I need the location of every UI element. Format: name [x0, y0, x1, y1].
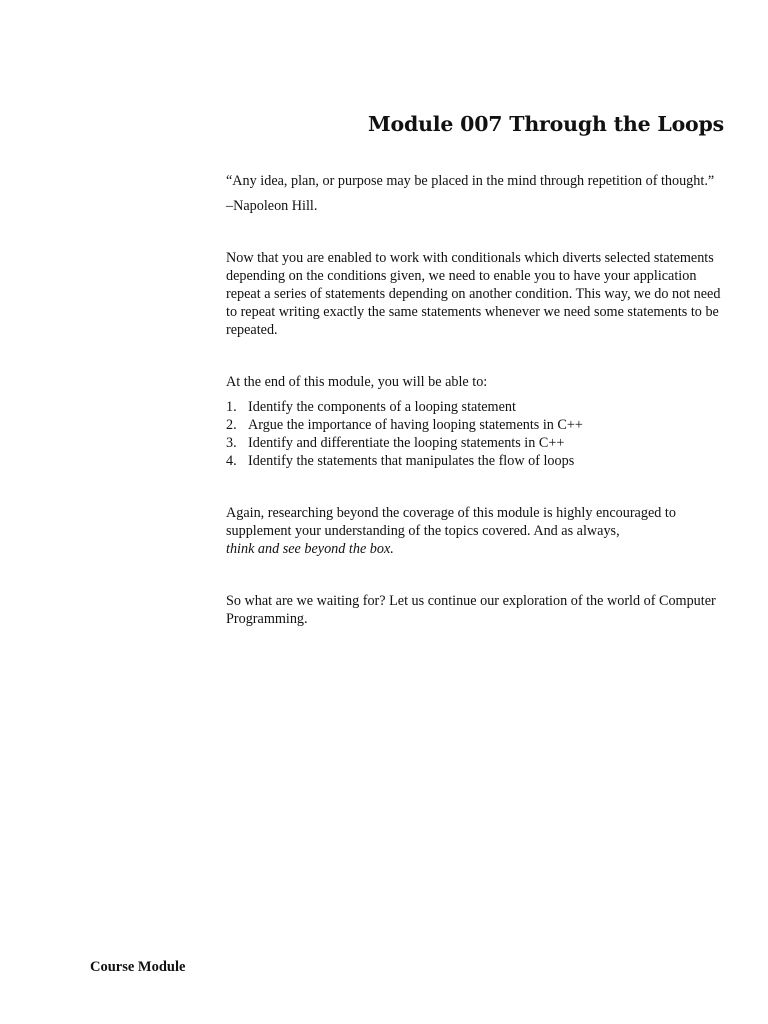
- module-body: [226, 172, 726, 628]
- objective-text: Identify the statements that manipulates the flow of loops: [248, 453, 575, 469]
- objective-item: [226, 398, 726, 416]
- objective-number: 2.: [226, 417, 237, 433]
- objective-item: [226, 434, 726, 452]
- objectives-intro: At the end of this module, you will be able to:: [226, 374, 488, 390]
- objective-item: [226, 416, 726, 434]
- objective-item: [226, 452, 726, 470]
- objectives-list: [226, 398, 726, 470]
- encourage-emphasis: think and see beyond the box.: [226, 541, 394, 557]
- objective-number: 4.: [226, 453, 237, 469]
- intro-paragraph: Now that you are enabled to work with conditionals which diverts selected statements depending on the conditions given, we need to enable you to have your application repeat a series of statements depending on another condition. This way, we do not need to repeat writing exactly the same statements whenever we need some statements to be repeated.: [226, 250, 721, 338]
- encourage-text: Again, researching beyond the coverage of this module is highly encouraged to supplement your understanding of the topics covered. And as always,: [226, 505, 676, 539]
- page-title: Module 007 Through the Loops: [367, 112, 724, 136]
- objective-number: 3.: [226, 435, 237, 451]
- quote-author: –Napoleon Hill.: [226, 198, 318, 214]
- objective-number: 1.: [226, 399, 237, 415]
- objective-text: Identify and differentiate the looping statements in C++: [248, 435, 565, 451]
- encourage-paragraph: [226, 504, 726, 558]
- objective-text: Argue the importance of having looping statements in C++: [248, 417, 583, 433]
- quote-text: “Any idea, plan, or purpose may be placed in the mind through repetition of thought.”: [226, 173, 715, 189]
- closing-paragraph: So what are we waiting for? Let us continue our exploration of the world of Computer Programming.: [226, 593, 716, 627]
- objective-text: Identify the components of a looping statement: [248, 399, 516, 415]
- footer-course-module: Course Module: [90, 959, 186, 975]
